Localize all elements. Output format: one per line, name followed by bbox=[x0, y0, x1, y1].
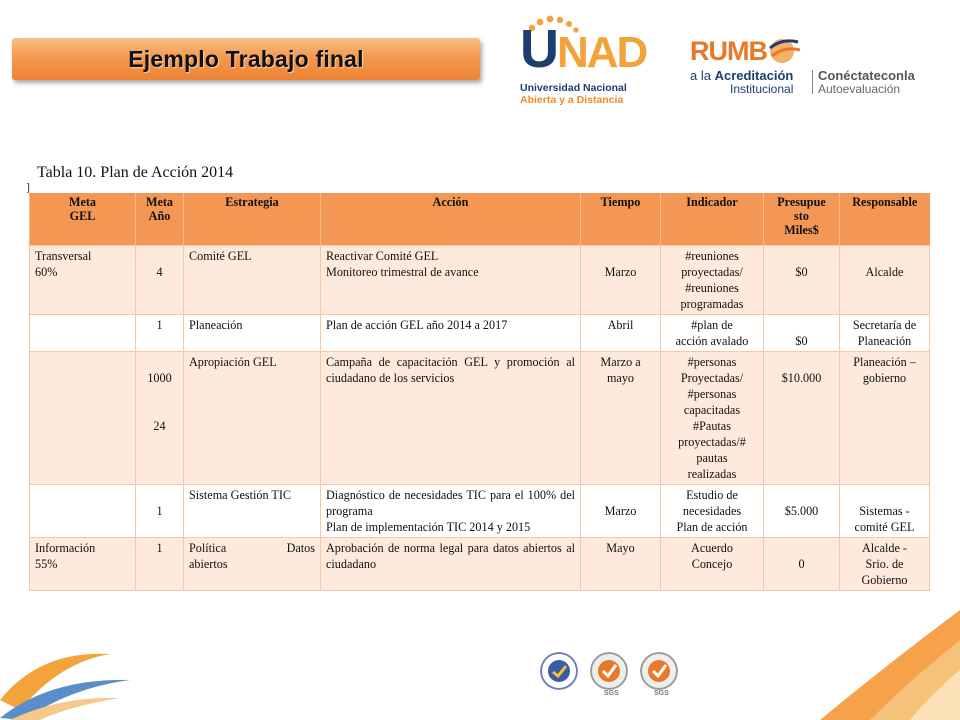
cell-meta-ano: 1 bbox=[136, 314, 184, 351]
cell-indicador: #reuniones proyectadas/ #reuniones programadas bbox=[661, 245, 764, 314]
cell-estrategia: Apropiación GEL bbox=[184, 351, 321, 484]
cell-estrategia: Planeación bbox=[184, 314, 321, 351]
cell-responsable: Secretaría de Planeación bbox=[840, 314, 930, 351]
header-estrategia: Estrategia bbox=[184, 193, 321, 245]
sgs-seal-icon bbox=[640, 652, 678, 690]
table-header-row bbox=[30, 193, 930, 245]
sgs-seal-icon bbox=[590, 652, 628, 690]
certification-seals bbox=[540, 652, 690, 700]
cell-meta-gel: Transversal 60% bbox=[30, 245, 136, 314]
cell-meta-ano: 4 bbox=[136, 245, 184, 314]
sgs-label: SGS bbox=[604, 690, 619, 697]
caption-mark: ] bbox=[26, 180, 30, 194]
cell-tiempo: Marzo bbox=[581, 245, 661, 314]
swirl-decoration-icon bbox=[0, 640, 140, 720]
sgs-label: SGS bbox=[654, 690, 669, 697]
rumbo-wordmark: RUMB bbox=[690, 36, 767, 66]
cell-accion: Campaña de capacitación GEL y promoción al ciudadano de los servicios bbox=[321, 351, 581, 484]
table-row bbox=[30, 537, 930, 590]
cell-presupuesto: $10.000 bbox=[764, 351, 840, 484]
cell-estrategia: Comité GEL bbox=[184, 245, 321, 314]
cell-meta-gel bbox=[30, 314, 136, 351]
cell-meta-ano: 1 bbox=[136, 484, 184, 537]
cell-estrategia: Sistema Gestión TIC bbox=[184, 484, 321, 537]
cell-presupuesto: $0 bbox=[764, 314, 840, 351]
cell-accion: Aprobación de norma legal para datos abiertos al ciudadano bbox=[321, 537, 581, 590]
header-presupuesto: Presupue sto Miles$ bbox=[764, 193, 840, 245]
unad-logo bbox=[518, 14, 647, 110]
cell-tiempo: Marzo a mayo bbox=[581, 351, 661, 484]
header-accion: Acción bbox=[321, 193, 581, 245]
title-banner bbox=[12, 38, 480, 80]
unad-wordmark: UNAD bbox=[520, 19, 647, 79]
cell-tiempo: Abril bbox=[581, 314, 661, 351]
cell-indicador: Estudio de necesidades Plan de acción bbox=[661, 484, 764, 537]
header-meta-gel: Meta GEL bbox=[30, 193, 136, 245]
table-row bbox=[30, 245, 930, 314]
cell-indicador: #plan de acción avalado bbox=[661, 314, 764, 351]
wave-decoration-icon bbox=[760, 600, 960, 720]
table-caption: Tabla 10. Plan de Acción 2014 bbox=[37, 164, 234, 181]
rumbo-line2: Institucional bbox=[730, 82, 794, 96]
cell-tiempo: Marzo bbox=[581, 484, 661, 537]
rumbo-logo bbox=[688, 34, 928, 98]
cell-tiempo: Mayo bbox=[581, 537, 661, 590]
cell-accion: Reactivar Comité GEL Monitoreo trimestral de avance bbox=[321, 245, 581, 314]
logo-divider bbox=[812, 70, 813, 94]
cell-responsable: Alcalde bbox=[840, 245, 930, 314]
cell-indicador: #personas Proyectadas/ #personas capacitadas #Pautas proyectadas/# pautas realizadas bbox=[661, 351, 764, 484]
header-responsable: Responsable bbox=[840, 193, 930, 245]
cell-meta-gel bbox=[30, 351, 136, 484]
cell-presupuesto: $5.000 bbox=[764, 484, 840, 537]
unad-subtitle: Universidad Nacional Abierta y a Distancia bbox=[520, 82, 627, 106]
cell-accion: Plan de acción GEL año 2014 a 2017 bbox=[321, 314, 581, 351]
cell-indicador: Acuerdo Concejo bbox=[661, 537, 764, 590]
globe-icon bbox=[766, 34, 802, 66]
cell-meta-ano: 1000 24 bbox=[136, 351, 184, 484]
table-row bbox=[30, 484, 930, 537]
header-meta-ano: Meta Año bbox=[136, 193, 184, 245]
rumbo-line1: a la Acreditación bbox=[690, 68, 794, 83]
table-row bbox=[30, 314, 930, 351]
cell-presupuesto: 0 bbox=[764, 537, 840, 590]
conectate-line1: Conéctateconla bbox=[818, 68, 915, 83]
header-tiempo: Tiempo bbox=[581, 193, 661, 245]
cell-meta-ano: 1 bbox=[136, 537, 184, 590]
cell-meta-gel bbox=[30, 484, 136, 537]
conectate-line2: Autoevaluación bbox=[818, 82, 901, 96]
table-row bbox=[30, 351, 930, 484]
cell-estrategia: Política Datos abiertos bbox=[184, 537, 321, 590]
plan-de-accion-table bbox=[29, 193, 930, 591]
cell-presupuesto: $0 bbox=[764, 245, 840, 314]
cell-responsable: Planeación – gobierno bbox=[840, 351, 930, 484]
slide-title: Ejemplo Trabajo final bbox=[128, 45, 364, 72]
cell-accion: Diagnóstico de necesidades TIC para el 100% del programa Plan de implementación TIC 2014 y 2015 bbox=[321, 484, 581, 537]
cell-meta-gel: Información 55% bbox=[30, 537, 136, 590]
icontec-seal-icon bbox=[540, 652, 578, 690]
cell-responsable: Alcalde - Srio. de Gobierno bbox=[840, 537, 930, 590]
header-indicador: Indicador bbox=[661, 193, 764, 245]
cell-responsable: Sistemas - comité GEL bbox=[840, 484, 930, 537]
